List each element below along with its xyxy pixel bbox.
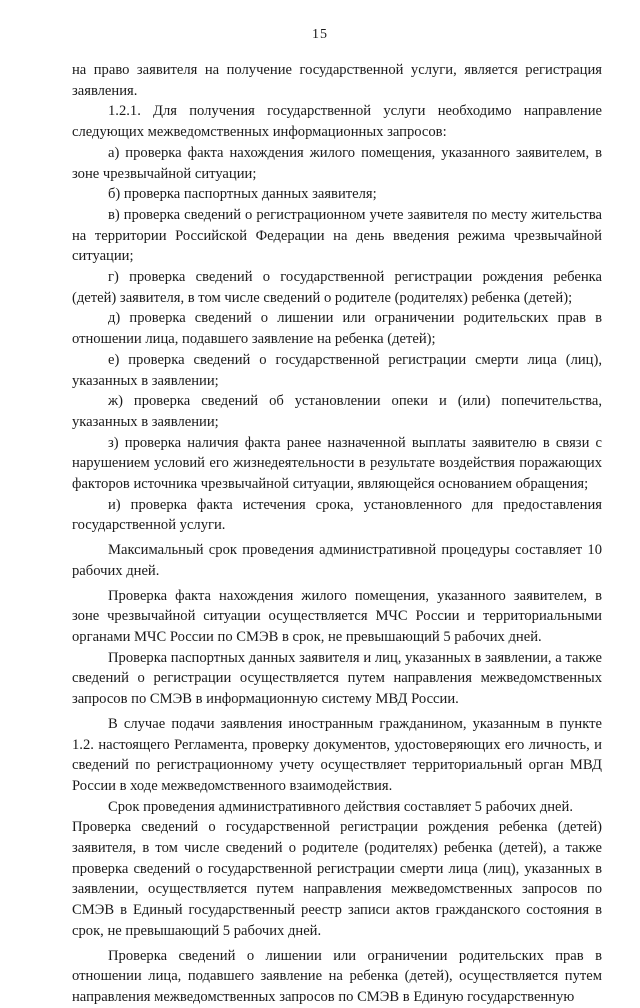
page-number: 15 <box>312 27 328 42</box>
list-item-d: д) проверка сведений о лишении или ограничении родительских прав в отношении лица, подавшего заявление на ребенка (детей); <box>72 310 602 348</box>
list-item-g: г) проверка сведений о государственной регистрации рождения ребенка (детей) заявителя, в том числе сведений о родителе (родителях) ребенка (детей); <box>72 269 602 306</box>
list-item-zh: ж) проверка сведений об установлении опеки и (или) попечительства, указанных в заявлении; <box>72 393 602 430</box>
paragraph-clause-1-2-1: 1.2.1. Для получения государственной услуги необходимо направление следующих межведомственных информационных запросов: <box>72 103 602 141</box>
paragraph-action-term: Срок проведения административного действия составляет 5 рабочих дней. <box>108 798 573 815</box>
list-item-v: в) проверка сведений о регистрационном учете заявителя по месту жительства на территории Российской Федерации на день введения режима чрезвычайной ситуации; <box>72 206 602 265</box>
list-item-a: а) проверка факта нахождения жилого помещения, указанного заявителем, в зоне чрезвычайной ситуации; <box>72 144 602 182</box>
body-text <box>72 60 602 1008</box>
list-item-b: б) проверка паспортных данных заявителя; <box>108 186 377 203</box>
list-item-i: и) проверка факта истечения срока, установленного для предоставления государственной услуги. <box>72 496 602 534</box>
paragraph-housing-check: Проверка факта нахождения жилого помещения, указанного заявителем, в зоне чрезвычайной ситуации осуществляется МЧС России и территориальными органами МЧС России по СМЭВ в срок, не превышающий 5 рабочих дней. <box>72 587 602 645</box>
paragraph-max-term: Максимальный срок проведения административной процедуры составляет 10 рабочих дней. <box>72 542 602 579</box>
paragraph-continuation: на право заявителя на получение государственной услуги, является регистрация заявления. <box>72 62 602 99</box>
list-item-z: з) проверка наличия факта ранее назначенной выплаты заявителю в связи с нарушением условий его жизнедеятельности в результате воздействия поражающих факторов источника чрезвычайной ситуации, являющейся основанием обращения; <box>72 434 602 493</box>
paragraph-parental-rights-check: Проверка сведений о лишении или ограничении родительских прав в отношении лица, подавшего заявление на ребенка (детей), осуществляется путем направления межведомственных запросов по СМЭВ в Единую государственную <box>72 947 602 1005</box>
paragraph-foreign-citizen: В случае подачи заявления иностранным гражданином, указанным в пункте 1.2. настоящего Регламента, проверку документов, удостоверяющих его личность, и сведений по регистрационному учету осуществляет территориальный орган МВД России в ходе межведомственного взаимодействия. <box>72 715 602 794</box>
list-item-e: е) проверка сведений о государственной регистрации смерти лица (лиц), указанных в заявлении; <box>72 351 602 389</box>
paragraph-passport-check: Проверка паспортных данных заявителя и лиц, указанных в заявлении, а также сведений о регистрации осуществляется путем направления межведомственных запросов по СМЭВ в информационную систему МВД России. <box>72 649 602 708</box>
paragraph-civil-registry-check: Проверка сведений о государственной регистрации рождения ребенка (детей) заявителя, в том числе сведений о родителе (родителях) ребенка (детей), а также проверка сведений о государственной регистрации смерти лица (лиц), указанных в заявлении, осуществляется путем направления межведомственных запросов по СМЭВ в Единый государственный реестр записи актов гражданского состояния в срок, не превышающий 5 рабочих дней. <box>72 819 602 939</box>
